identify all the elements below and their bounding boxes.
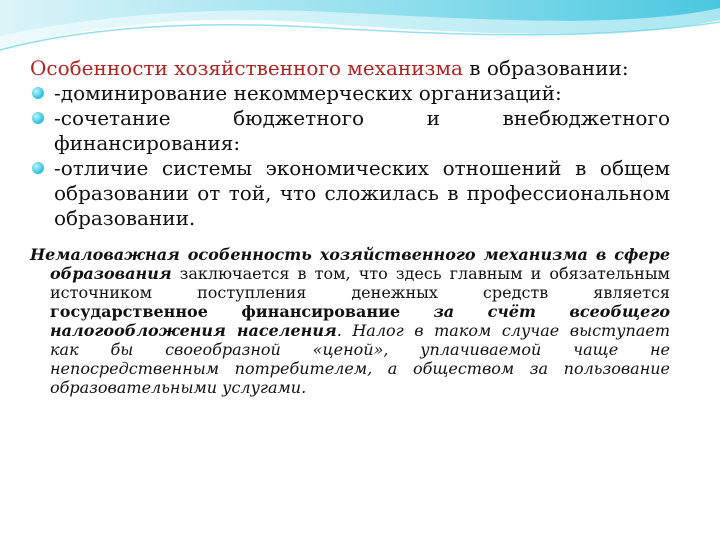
heading-suffix: в образовании: (462, 56, 629, 80)
paragraph-italic: . Налог в таком случае выступает как бы своеобразной «ценой», уплачиваемой чаще не непосредственным потребителем, а обществом за пользование образовательными услугами. (50, 321, 670, 397)
paragraph-text: заключается в том, что здесь главным и обязательным источником поступления денежных средств является (50, 264, 670, 302)
paragraph-bold: государственное финансирование (50, 302, 401, 321)
list-item (30, 156, 670, 231)
heading-highlight: Особенности хозяйственного механизма (30, 56, 463, 80)
slide-content (30, 56, 670, 397)
bullet-text: -доминирование некоммерческих организаций: (54, 81, 562, 105)
list-item (30, 81, 670, 106)
list-item (30, 106, 670, 156)
body-paragraph (30, 245, 670, 397)
paragraph-bold-italic: за счёт всеобщего налогообложения населения (50, 302, 671, 340)
bullet-text: -отличие системы экономических отношений в общем образовании от той, что сложилась в профессиональном образовании. (54, 156, 670, 230)
slide-heading (30, 56, 670, 81)
paragraph-bold-lead: Немаловажная особенность хозяйственного механизма в сфере образования (30, 245, 670, 283)
bullet-icon (32, 162, 44, 174)
bullet-icon (32, 87, 44, 99)
bullet-text: -сочетание бюджетного и внебюджетного финансирования: (54, 106, 670, 155)
bullet-list (30, 81, 670, 231)
bullet-icon (32, 112, 44, 124)
